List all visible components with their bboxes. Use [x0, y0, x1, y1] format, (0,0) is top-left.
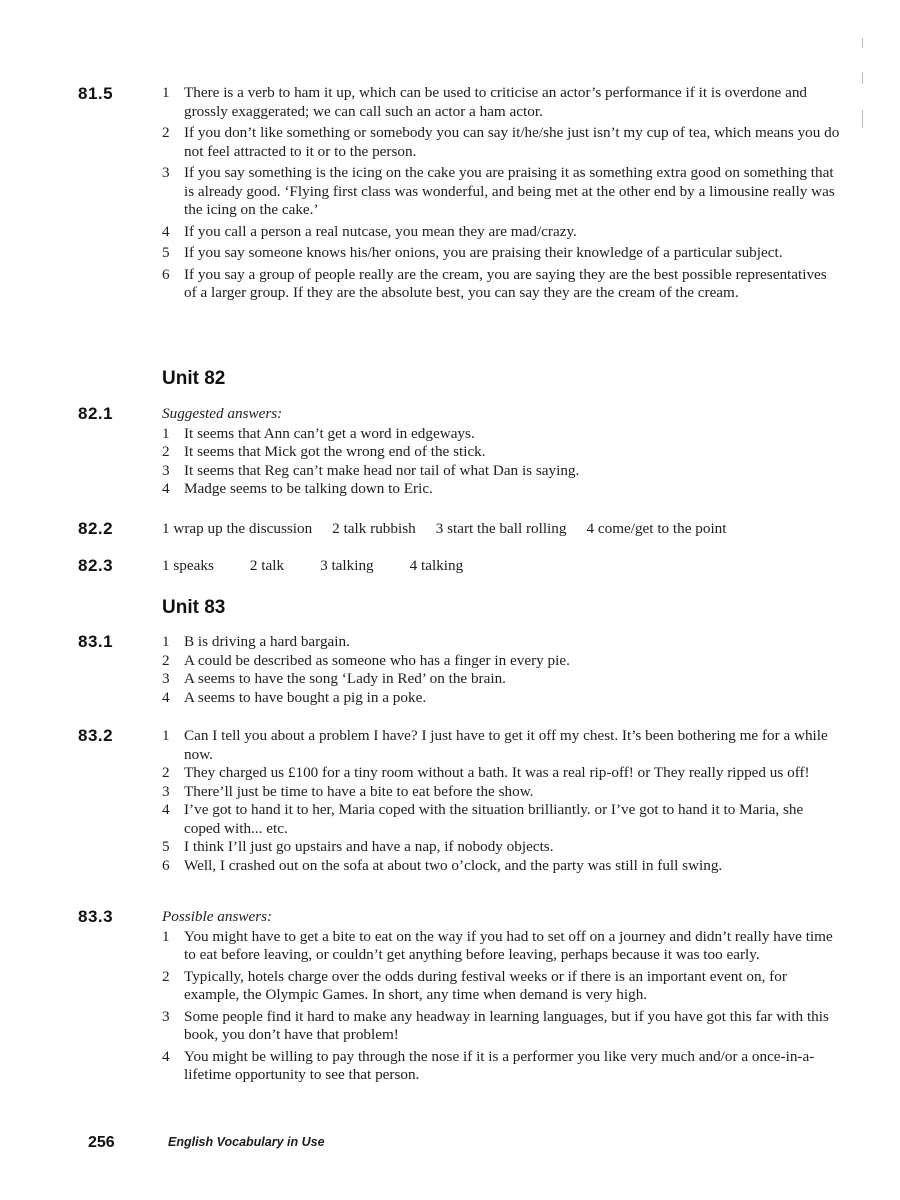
- exercise-number: 82.3: [78, 556, 114, 575]
- list-item: 3 Some people find it hard to make any headway in learning languages, but if you have got this far with this book, you don’t have that problem!: [162, 1007, 829, 1043]
- unit-heading: Unit 82: [162, 368, 226, 389]
- answer: 2 talk rubbish: [332, 520, 416, 537]
- answer: 1 wrap up the discussion: [162, 520, 313, 537]
- exercise-82-1: [162, 405, 842, 499]
- page-number: 256: [88, 1134, 115, 1151]
- list-item: 1 There is a verb to ham it up, which can be used to criticise an actor’s performance if it is overdone and grossly exaggerated; we can call such an actor a ham actor.: [162, 84, 808, 120]
- exercise-number: 83.1: [78, 632, 114, 651]
- answer: 3 talking: [320, 557, 374, 574]
- exercise-number: 83.3: [78, 907, 114, 926]
- exercise-83-2: [162, 727, 842, 875]
- list-item: 1 B is driving a hard bargain.: [162, 633, 350, 650]
- exercise-83-3: [162, 908, 842, 1088]
- list-item: 1 You might have to get a bite to eat on the way if you had to set off on a journey and didn’t really have time to eat before leaving, or couldn’t get anything before leaving, perhaps because it was too early.: [162, 927, 833, 963]
- answer: 4 come/get to the point: [586, 520, 727, 537]
- exercise-number: 82.2: [78, 519, 114, 538]
- list-item: 2 If you don’t like something or somebody you can say it/he/she just isn’t my cup of tea, which means you do not feel attracted to it or to the person.: [162, 124, 840, 160]
- list-item: 4 Madge seems to be talking down to Eric.: [162, 480, 433, 497]
- scan-mark: [862, 72, 863, 84]
- list-item: 1 It seems that Ann can’t get a word in edgeways.: [162, 424, 475, 442]
- list-item: 5 If you say someone knows his/her onions, you are praising their knowledge of a particular subject.: [162, 244, 783, 261]
- unit-heading: Unit 83: [162, 597, 226, 618]
- list-item: 3 A seems to have the song ‘Lady in Red’ on the brain.: [162, 670, 506, 687]
- answer: 4 talking: [409, 557, 464, 574]
- exercise-82-2: [162, 520, 747, 538]
- exercise-81-5: [162, 84, 842, 306]
- exercise-number: 82.1: [78, 404, 114, 423]
- page-footer: [88, 1134, 325, 1152]
- list-item: 2 A could be described as someone who has a finger in every pie.: [162, 651, 570, 669]
- exercise-number: 83.2: [78, 726, 114, 745]
- list-item: 3 If you say something is the icing on the cake you are praising it as something extra good on something that is already good. ‘Flying first class was wonderful, and being met at the other end by a limousine really was the icing on the cake.’: [162, 164, 835, 218]
- list-item: 3 There’ll just be time to have a bite to eat before the show.: [162, 782, 534, 800]
- answer: 3 start the ball rolling: [435, 520, 567, 537]
- list-item: 5 I think I’ll just go upstairs and have a nap, if nobody objects.: [162, 838, 554, 855]
- scan-mark: [862, 38, 863, 48]
- list-item: 4 A seems to have bought a pig in a poke.: [162, 688, 427, 706]
- list-item: 4 I’ve got to hand it to her, Maria coped with the situation brilliantly. or I’ve got to hand it to Maria, she coped with... etc.: [162, 801, 804, 837]
- scan-mark: [862, 110, 863, 128]
- list-item: 3 It seems that Reg can’t make head nor tail of what Dan is saying.: [162, 461, 580, 479]
- list-item: 6 Well, I crashed out on the sofa at about two o’clock, and the party was still in full swing.: [162, 856, 723, 874]
- answer: 2 talk: [249, 557, 285, 574]
- list-item: 1 Can I tell you about a problem I have? I just have to get it off my chest. It’s been bothering me for a while now.: [162, 727, 828, 763]
- exercise-82-3: [162, 557, 483, 575]
- list-item: 6 If you say a group of people really are the cream, you are saying they are the best possible representatives of a larger group. If they are the absolute best, you can say they are the cream of the cream.: [162, 265, 827, 301]
- exercise-83-1: [162, 633, 842, 707]
- list-item: 4 You might be willing to pay through the nose if it is a performer you like very much and/or a once-in-a-lifetime opportunity to see that person.: [162, 1047, 815, 1083]
- exercise-number: 81.5: [78, 84, 114, 103]
- exercise-intro: Suggested answers:: [162, 405, 283, 422]
- list-item: 2 Typically, hotels charge over the odds during festival weeks or if there is an important event on, for example, the Olympic Games. In short, any time when demand is very high.: [162, 967, 787, 1003]
- answer: 1 speaks: [162, 557, 214, 574]
- list-item: 4 If you call a person a real nutcase, you mean they are mad/crazy.: [162, 222, 577, 240]
- exercise-intro: Possible answers:: [162, 908, 273, 925]
- list-item: 2 It seems that Mick got the wrong end of the stick.: [162, 443, 486, 460]
- book-title: English Vocabulary in Use: [168, 1135, 325, 1149]
- list-item: 2 They charged us £100 for a tiny room without a bath. It was a real rip-off! or They really ripped us off!: [162, 764, 810, 781]
